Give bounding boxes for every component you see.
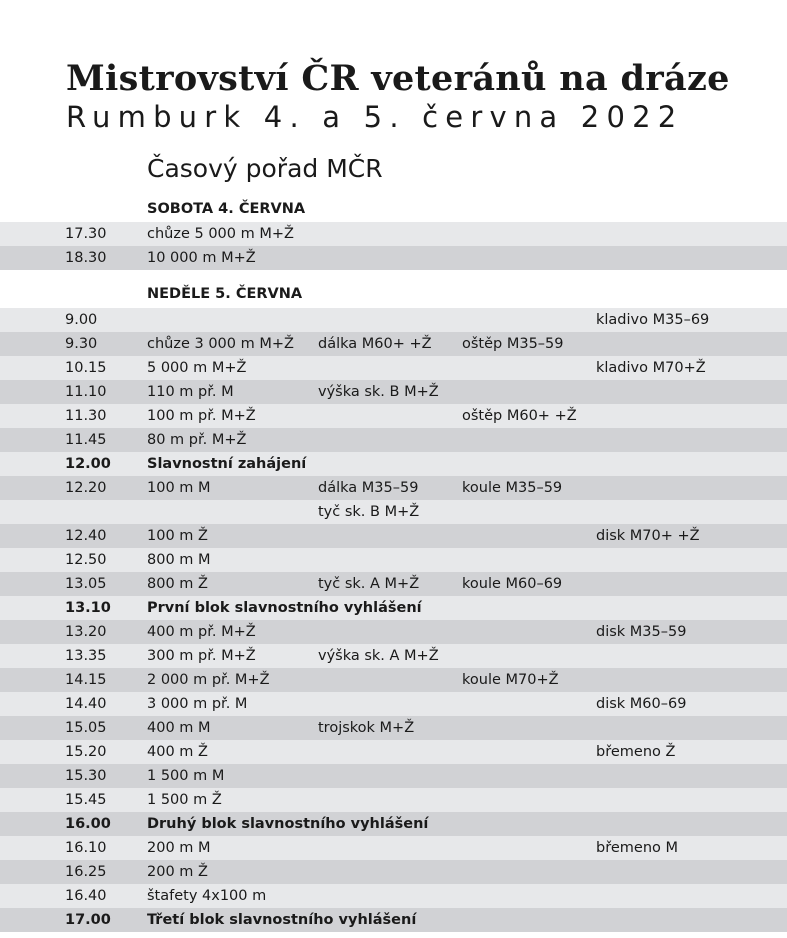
event-cell-4: břemeno Ž [596,744,676,760]
event-cell-2: dálka M60+ +Ž [318,336,432,352]
time-cell: 16.00 [65,816,111,832]
schedule-row [0,596,787,620]
schedule-row [0,812,787,836]
time-cell: 10.15 [65,360,107,376]
schedule-row [0,668,787,692]
event-cell-2: tyč sk. A M+Ž [318,576,420,592]
event-cell-3: koule M70+Ž [462,672,559,688]
event-cell: 110 m př. M [147,384,234,400]
time-cell: 17.00 [65,912,111,928]
event-cell: 200 m M [147,840,211,856]
schedule-row [0,836,787,860]
event-cell-2: výška sk. B M+Ž [318,384,439,400]
event-cell: 80 m př. M+Ž [147,432,247,448]
schedule-row [0,356,787,380]
event-cell: 1 500 m Ž [147,792,222,808]
event-cell-4: břemeno M [596,840,678,856]
event-cell: Slavnostní zahájení [147,456,307,472]
event-cell-4: kladivo M70+Ž [596,360,706,376]
time-cell: 15.30 [65,768,107,784]
time-cell: 12.20 [65,480,107,496]
event-cell-3: oštěp M60+ +Ž [462,408,577,424]
time-cell: 12.40 [65,528,107,544]
event-cell-4: disk M70+ +Ž [596,528,700,544]
time-cell: 14.15 [65,672,107,688]
event-cell: 2 000 m př. M+Ž [147,672,270,688]
time-cell: 11.30 [65,408,107,424]
schedule-row [0,246,787,270]
schedule-row [0,644,787,668]
schedule-saturday [0,222,787,270]
time-cell: 15.20 [65,744,107,760]
schedule-row [0,716,787,740]
event-cell: Třetí blok slavnostního vyhlášení [147,912,417,928]
time-cell: 9.30 [65,336,98,352]
event-cell: První blok slavnostního vyhlášení [147,600,422,616]
schedule-heading: Časový pořad MČR [147,154,383,183]
time-cell: 12.00 [65,456,111,472]
time-cell: 14.40 [65,696,107,712]
schedule-row [0,860,787,884]
event-cell: 400 m Ž [147,744,208,760]
schedule-row [0,308,787,332]
event-cell: 300 m př. M+Ž [147,648,256,664]
day-label-sunday: NEDĚLE 5. ČERVNA [147,286,303,302]
schedule-row [0,476,787,500]
page-title: Mistrovství ČR veteránů na dráze [66,58,730,99]
event-cell-3: oštěp M35–59 [462,336,564,352]
schedule-row [0,222,787,246]
time-cell: 18.30 [65,250,107,266]
schedule-row [0,788,787,812]
event-cell-4: disk M60–69 [596,696,687,712]
event-cell: Druhý blok slavnostního vyhlášení [147,816,429,832]
event-cell: 10 000 m M+Ž [147,250,256,266]
time-cell: 13.10 [65,600,111,616]
schedule-row [0,500,787,524]
event-cell: 800 m Ž [147,576,208,592]
time-cell: 16.10 [65,840,107,856]
time-cell: 11.45 [65,432,107,448]
event-cell-4: disk M35–59 [596,624,687,640]
event-cell: 400 m M [147,720,211,736]
event-cell: 200 m Ž [147,864,208,880]
schedule-row [0,332,787,356]
event-cell-2: výška sk. A M+Ž [318,648,439,664]
event-cell-4: kladivo M35–69 [596,312,710,328]
schedule-sunday [0,308,787,932]
event-cell: štafety 4x100 m [147,888,267,904]
event-cell: 1 500 m M [147,768,225,784]
schedule-row [0,908,787,932]
event-cell-2: trojskok M+Ž [318,720,415,736]
time-cell: 13.35 [65,648,107,664]
time-cell: 13.05 [65,576,107,592]
time-cell: 15.05 [65,720,107,736]
event-cell: chůze 3 000 m M+Ž [147,336,294,352]
schedule-row [0,572,787,596]
schedule-row [0,548,787,572]
event-cell: 100 m Ž [147,528,208,544]
event-cell: 800 m M [147,552,211,568]
schedule-row [0,452,787,476]
schedule-row [0,404,787,428]
schedule-row [0,740,787,764]
schedule-row [0,524,787,548]
time-cell: 15.45 [65,792,107,808]
event-cell-2: tyč sk. B M+Ž [318,504,420,520]
schedule-row [0,884,787,908]
page-subtitle: Rumburk 4. a 5. června 2022 [66,100,684,134]
event-cell: 5 000 m M+Ž [147,360,247,376]
time-cell: 17.30 [65,226,107,242]
event-cell-3: koule M35–59 [462,480,563,496]
event-cell-3: koule M60–69 [462,576,563,592]
event-cell-2: dálka M35–59 [318,480,419,496]
time-cell: 16.40 [65,888,107,904]
time-cell: 11.10 [65,384,107,400]
event-cell: 100 m př. M+Ž [147,408,256,424]
time-cell: 13.20 [65,624,107,640]
schedule-row [0,620,787,644]
schedule-row [0,428,787,452]
time-cell: 9.00 [65,312,98,328]
event-cell: chůze 5 000 m M+Ž [147,226,294,242]
day-label-saturday: SOBOTA 4. ČERVNA [147,201,306,217]
event-cell: 3 000 m př. M [147,696,248,712]
event-cell: 100 m M [147,480,211,496]
schedule-row [0,764,787,788]
event-cell: 400 m př. M+Ž [147,624,256,640]
time-cell: 12.50 [65,552,107,568]
schedule-row [0,380,787,404]
time-cell: 16.25 [65,864,107,880]
schedule-row [0,692,787,716]
